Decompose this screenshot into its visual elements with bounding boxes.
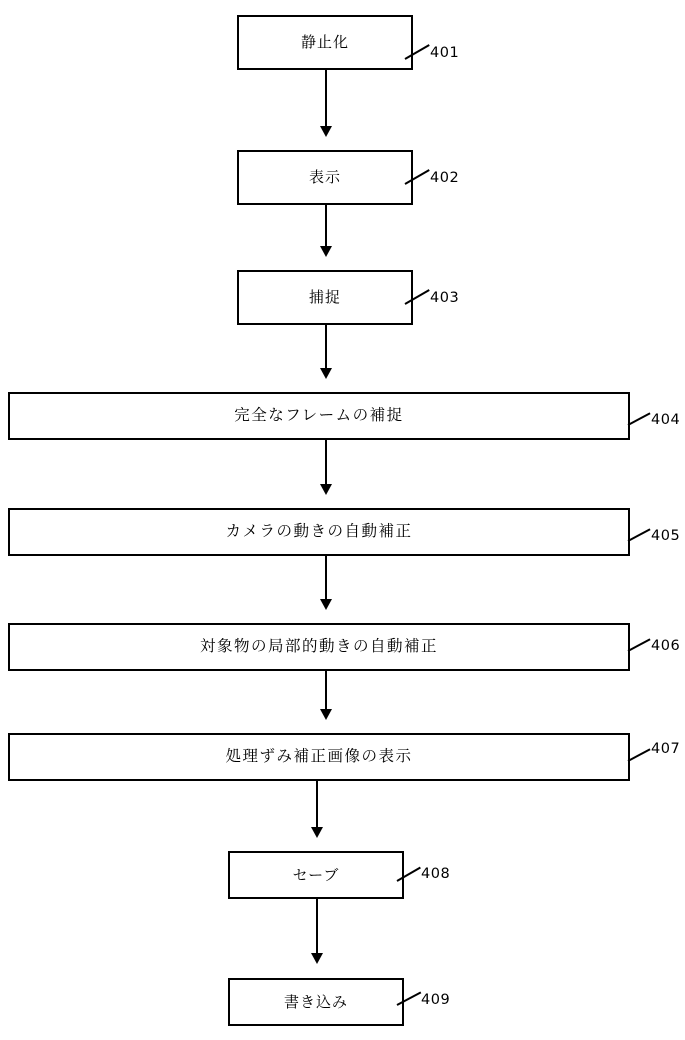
connector-line <box>325 205 327 247</box>
reference-leader-line <box>628 528 651 542</box>
process-box-403 <box>237 270 413 325</box>
process-box-label: 静止化 <box>300 33 349 52</box>
process-box-407 <box>8 733 630 781</box>
process-box-label: 表示 <box>308 168 341 187</box>
connector-arrowhead <box>311 953 323 964</box>
connector-arrowhead <box>320 599 332 610</box>
process-box-label: 書き込み <box>283 992 348 1011</box>
process-box-401 <box>237 15 413 70</box>
process-box-404 <box>8 392 630 440</box>
reference-numeral: 404 <box>651 412 681 428</box>
reference-numeral: 409 <box>421 992 451 1008</box>
process-box-label: 処理ずみ補正画像の表示 <box>225 747 413 766</box>
process-box-402 <box>237 150 413 205</box>
process-box-label: カメラの動きの自動補正 <box>225 522 413 541</box>
connector-arrowhead <box>320 246 332 257</box>
process-box-409 <box>228 978 404 1026</box>
reference-numeral: 401 <box>430 45 460 61</box>
reference-leader-line <box>628 638 651 652</box>
process-box-408 <box>228 851 404 899</box>
process-box-label: 捕捉 <box>308 288 341 307</box>
reference-leader-line <box>628 412 651 426</box>
connector-line <box>325 440 327 485</box>
connector-arrowhead <box>320 709 332 720</box>
reference-numeral: 405 <box>651 528 681 544</box>
connector-arrowhead <box>320 126 332 137</box>
process-box-405 <box>8 508 630 556</box>
reference-leader-line <box>628 748 651 762</box>
reference-numeral: 408 <box>421 866 451 882</box>
connector-line <box>325 70 327 127</box>
connector-arrowhead <box>311 827 323 838</box>
reference-numeral: 406 <box>651 638 681 654</box>
connector-line <box>316 899 318 954</box>
connector-line <box>316 781 318 828</box>
process-box-label: 対象物の局部的動きの自動補正 <box>199 637 438 656</box>
connector-line <box>325 556 327 600</box>
reference-numeral: 402 <box>430 170 460 186</box>
connector-line <box>325 671 327 710</box>
connector-arrowhead <box>320 484 332 495</box>
reference-numeral: 403 <box>430 290 460 306</box>
connector-line <box>325 325 327 369</box>
process-box-label: 完全なフレームの補捉 <box>234 406 404 425</box>
connector-arrowhead <box>320 368 332 379</box>
process-box-406 <box>8 623 630 671</box>
reference-numeral: 407 <box>651 741 681 757</box>
process-box-label: セーブ <box>292 865 340 884</box>
